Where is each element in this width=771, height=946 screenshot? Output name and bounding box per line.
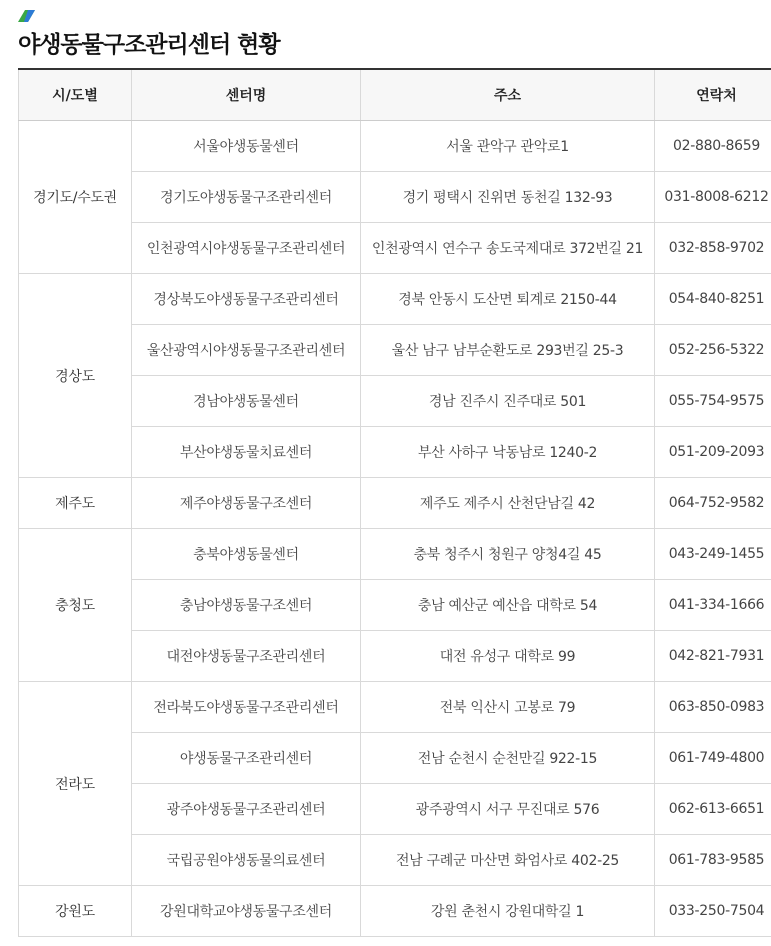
table-row [19, 172, 771, 223]
phone-cell: 052-256-5322 [655, 325, 771, 376]
address-cell: 울산 남구 남부순환도로 293번길 25-3 [361, 325, 655, 376]
header-phone: 연락처 [655, 69, 771, 121]
header-address: 주소 [361, 69, 655, 121]
phone-cell: 064-752-9582 [655, 478, 771, 529]
center-name-cell: 국립공원야생동물의료센터 [132, 835, 361, 886]
table-row [19, 682, 771, 733]
center-name-cell: 강원대학교야생동물구조센터 [132, 886, 361, 937]
center-name-cell: 경상북도야생동물구조관리센터 [132, 274, 361, 325]
region-cell: 경상도 [19, 274, 132, 478]
center-name-cell: 충남야생동물구조센터 [132, 580, 361, 631]
address-cell: 강원 춘천시 강원대학길 1 [361, 886, 655, 937]
region-cell: 강원도 [19, 886, 132, 937]
phone-cell: 032-858-9702 [655, 223, 771, 274]
center-name-cell: 전라북도야생동물구조관리센터 [132, 682, 361, 733]
table-row [19, 886, 771, 937]
address-cell: 서울 관악구 관악로1 [361, 121, 655, 172]
address-cell: 경기 평택시 진위면 동천길 132-93 [361, 172, 655, 223]
table-row [19, 784, 771, 835]
region-cell: 전라도 [19, 682, 132, 886]
center-name-cell: 울산광역시야생동물구조관리센터 [132, 325, 361, 376]
phone-cell: 061-749-4800 [655, 733, 771, 784]
center-name-cell: 충북야생동물센터 [132, 529, 361, 580]
table-row [19, 376, 771, 427]
center-name-cell: 경남야생동물센터 [132, 376, 361, 427]
center-table-container [18, 68, 771, 946]
table-body [19, 121, 771, 937]
table-row [19, 580, 771, 631]
address-cell: 충남 예산군 예산읍 대학로 54 [361, 580, 655, 631]
table-row [19, 478, 771, 529]
center-name-cell: 서울야생동물센터 [132, 121, 361, 172]
phone-cell: 054-840-8251 [655, 274, 771, 325]
center-name-cell: 대전야생동물구조관리센터 [132, 631, 361, 682]
center-name-cell: 인천광역시야생동물구조관리센터 [132, 223, 361, 274]
phone-cell: 063-850-0983 [655, 682, 771, 733]
address-cell: 대전 유성구 대학로 99 [361, 631, 655, 682]
header-region: 시/도별 [19, 69, 132, 121]
header-center-name: 센터명 [132, 69, 361, 121]
header-row [19, 69, 771, 121]
table-row [19, 325, 771, 376]
center-name-cell: 경기도야생동물구조관리센터 [132, 172, 361, 223]
address-cell: 전남 순천시 순천만길 922-15 [361, 733, 655, 784]
table-row [19, 223, 771, 274]
address-cell: 광주광역시 서구 무진대로 576 [361, 784, 655, 835]
center-name-cell: 야생동물구조관리센터 [132, 733, 361, 784]
center-name-cell: 제주야생동물구조센터 [132, 478, 361, 529]
phone-cell: 02-880-8659 [655, 121, 771, 172]
table-row [19, 274, 771, 325]
center-name-cell: 부산야생동물치료센터 [132, 427, 361, 478]
region-cell: 경기도/수도권 [19, 121, 132, 274]
phone-cell: 033-250-7504 [655, 886, 771, 937]
phone-cell: 042-821-7931 [655, 631, 771, 682]
phone-cell: 062-613-6651 [655, 784, 771, 835]
address-cell: 부산 사하구 낙동남로 1240-2 [361, 427, 655, 478]
address-cell: 충북 청주시 청원구 양청4길 45 [361, 529, 655, 580]
table-row [19, 121, 771, 172]
phone-cell: 041-334-1666 [655, 580, 771, 631]
region-cell: 충청도 [19, 529, 132, 682]
page-title: 야생동물구조관리센터 현황 [18, 32, 280, 58]
center-table [18, 68, 771, 937]
phone-cell: 061-783-9585 [655, 835, 771, 886]
table-row [19, 733, 771, 784]
phone-cell: 043-249-1455 [655, 529, 771, 580]
region-cell: 제주도 [19, 478, 132, 529]
address-cell: 제주도 제주시 산천단남길 42 [361, 478, 655, 529]
address-cell: 인천광역시 연수구 송도국제대로 372번길 21 [361, 223, 655, 274]
address-cell: 전북 익산시 고봉로 79 [361, 682, 655, 733]
address-cell: 경북 안동시 도산면 퇴계로 2150-44 [361, 274, 655, 325]
table-row [19, 529, 771, 580]
table-row [19, 631, 771, 682]
center-name-cell: 광주야생동물구조관리센터 [132, 784, 361, 835]
table-row [19, 835, 771, 886]
phone-cell: 051-209-2093 [655, 427, 771, 478]
address-cell: 전남 구례군 마산면 화엄사로 402-25 [361, 835, 655, 886]
phone-cell: 055-754-9575 [655, 376, 771, 427]
phone-cell: 031-8008-6212 [655, 172, 771, 223]
address-cell: 경남 진주시 진주대로 501 [361, 376, 655, 427]
table-row [19, 427, 771, 478]
table-header [19, 69, 771, 121]
title-decoration-icon [18, 10, 36, 22]
